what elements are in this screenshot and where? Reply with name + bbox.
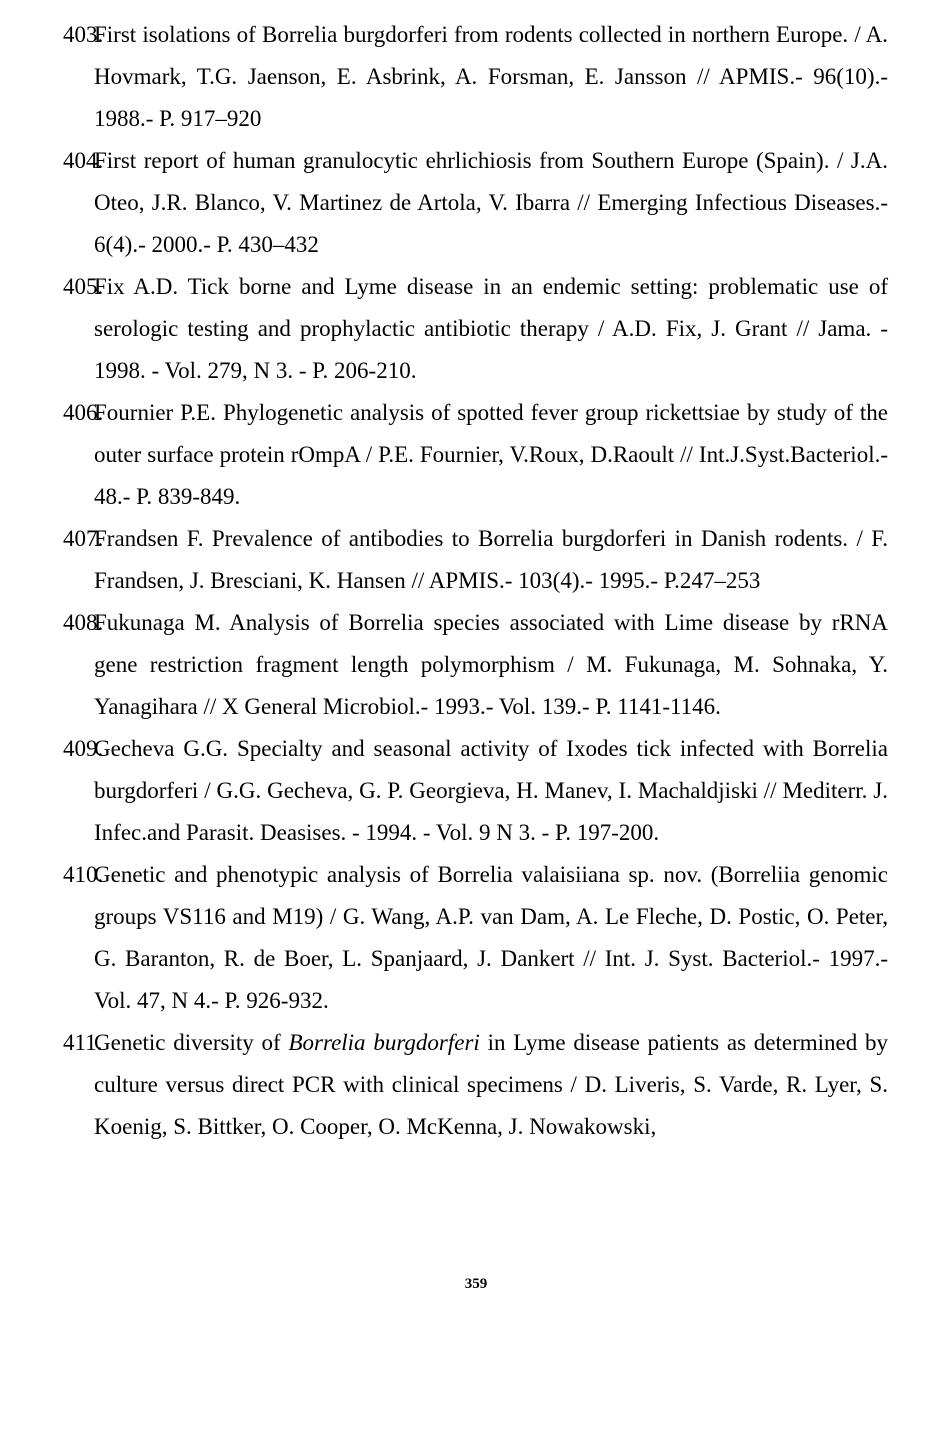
- reference-item: [63, 854, 888, 1022]
- reference-list: [63, 14, 888, 1148]
- reference-text: Fukunaga M. Analysis of Borrelia species associated with Lime disease by rRNA gene restriction fragment length polymorphism / M. Fukunaga, M. Sohnaka, Y. Yanagihara // X General Microbiol.- 1993.- Vol. 139.- P. 1141-1146.: [94, 610, 888, 719]
- reference-text: Gecheva G.G. Specialty and seasonal activity of Ixodes tick infected with Borrelia burgdorferi / G.G. Gecheva, G. P. Georgieva, H. Manev, I. Machaldjiski // Mediterr. J. Infec.and Parasit. Deasises. - 1994. - Vol. 9 N 3. - P. 197-200.: [94, 736, 888, 845]
- reference-number: 404.: [63, 148, 104, 173]
- page-number: 359: [464, 1276, 488, 1292]
- reference-item: [63, 140, 888, 266]
- reference-number: 403.: [63, 22, 104, 47]
- reference-number: 407.: [63, 526, 104, 551]
- reference-item: [63, 14, 888, 140]
- reference-text: [94, 1030, 888, 1139]
- reference-item: [63, 518, 888, 602]
- reference-item: [63, 1022, 888, 1148]
- reference-item: [63, 728, 888, 854]
- reference-text-start: Genetic diversity of: [94, 1030, 289, 1055]
- reference-number: 406.: [63, 400, 104, 425]
- reference-text: Fix A.D. Tick borne and Lyme disease in an endemic setting: problematic use of serologic testing and prophylactic antibiotic therapy / A.D. Fix, J. Grant // Jama. - 1998. - Vol. 279, N 3. - P. 206-210.: [94, 274, 888, 383]
- reference-number: 410.: [63, 862, 104, 887]
- reference-item: [63, 392, 888, 518]
- reference-text: Fournier P.E. Phylogenetic analysis of spotted fever group rickettsiae by study of the outer surface protein rOmpA / P.E. Fournier, V.Roux, D.Raoult // Int.J.Syst.Bacteriol.- 48.- P. 839-849.: [94, 400, 888, 509]
- reference-text: Genetic and phenotypic analysis of Borrelia valaisiiana sp. nov. (Borreliia genomic groups VS116 and M19) / G. Wang, A.P. van Dam, A. Le Fleche, D. Postic, O. Peter, G. Baranton, R. de Boer, L. Spanjaard, J. Dankert // Int. J. Syst. Bacteriol.- 1997.- Vol. 47, N 4.- P. 926-932.: [94, 862, 888, 1013]
- reference-number: 408.: [63, 610, 104, 635]
- reference-number: 411.: [63, 1030, 103, 1055]
- reference-text: First report of human granulocytic ehrlichiosis from Southern Europe (Spain). / J.A. Oteo, J.R. Blanco, V. Martinez de Artola, V. Ibarra // Emerging Infectious Diseases.- 6(4).- 2000.- P. 430–432: [94, 148, 888, 257]
- reference-item: [63, 266, 888, 392]
- reference-text: Frandsen F. Prevalence of antibodies to Borrelia burgdorferi in Danish rodents. / F. Frandsen, J. Bresciani, K. Hansen // APMIS.- 103(4).- 1995.- P.247–253: [94, 526, 888, 593]
- reference-number: 409.: [63, 736, 104, 761]
- reference-number: 405.: [63, 274, 104, 299]
- reference-text-end: in Lyme disease patients as determined by culture versus direct PCR with clinical specimens / D. Liveris, S. Varde, R. Lyer, S. Koenig, S. Bittker, O. Cooper, O. McKenna, J. Nowakowski,: [94, 1030, 889, 1139]
- reference-item: [63, 602, 888, 728]
- reference-text: First isolations of Borrelia burgdorferi from rodents collected in northern Europe. / A. Hovmark, T.G. Jaenson, E. Asbrink, A. Forsman, E. Jansson // APMIS.- 96(10).- 1988.- P. 917–920: [94, 22, 888, 131]
- reference-text-italic: Borrelia burgdorferi: [288, 1030, 480, 1055]
